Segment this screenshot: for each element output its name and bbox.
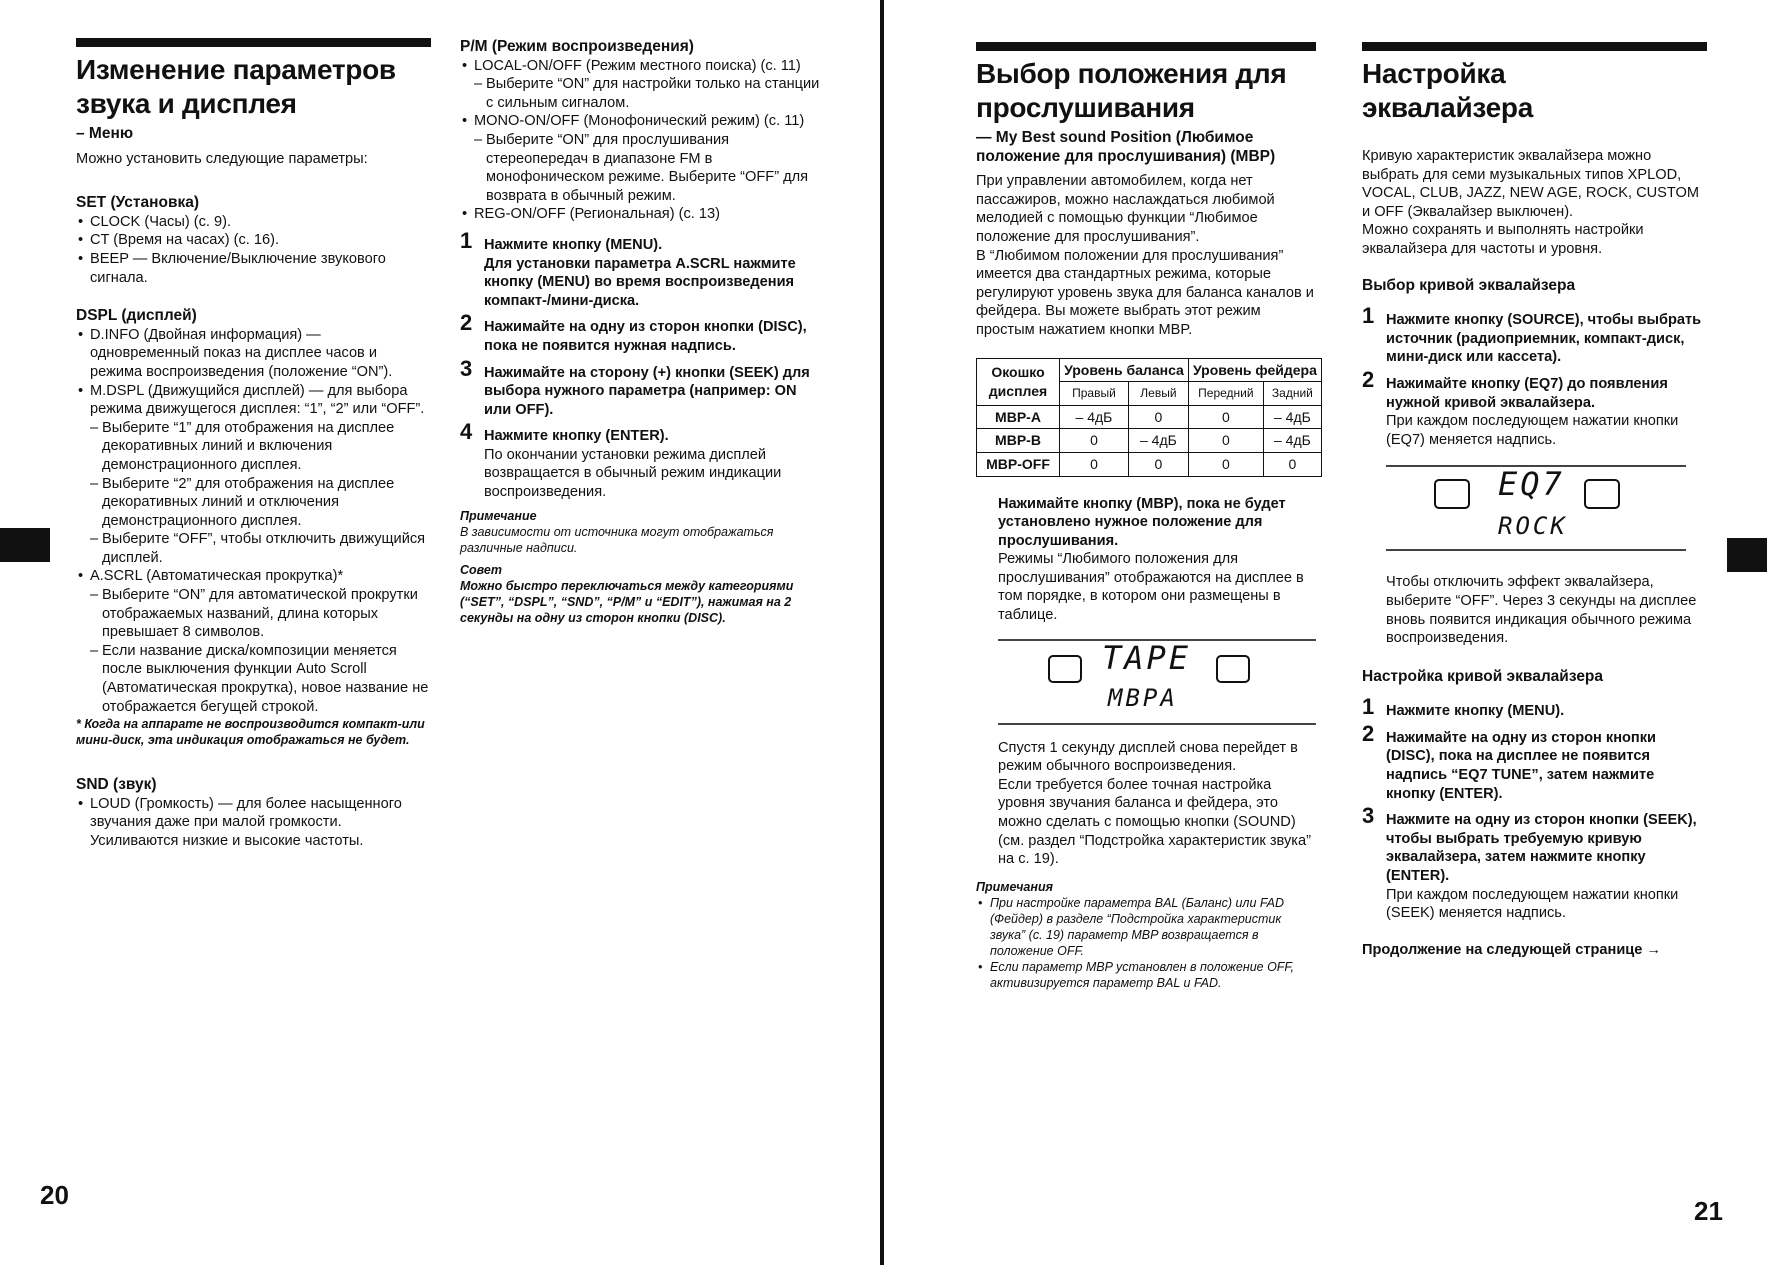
adjust-curve-heading: Настройка кривой эквалайзера (1362, 667, 1604, 685)
step-instruction: Нажимайте кнопку (EQ7) до появления нужной кривой эквалайзера. (1386, 375, 1668, 411)
section-title: Настройка эквалайзера (1362, 58, 1533, 123)
pm-list-3 (460, 205, 822, 224)
step-detail: По окончании установки режима дисплей возвращается в обычный режим индикации воспроизведения. (484, 446, 782, 501)
left-page (0, 0, 880, 1265)
table-header: Уровень фейдера (1188, 358, 1321, 382)
note-title: Примечание (460, 508, 537, 523)
intro-text: Кривую характеристик эквалайзера можно выбрать для семи музыкальных типов XPLOD, VOCAL, CLUB, JAZZ, NEW AGE, ROCK, CUSTOM и OFF (Эквалайзер выключен). (1362, 148, 1700, 220)
mbp-detail: Режимы “Любимого положения для прослушивания” отображаются на дисплее в том порядке, в котором они размещены в таблице. (998, 551, 1304, 624)
list-item: • REG-ON/OFF (Региональная) (с. 13) (460, 205, 822, 224)
intro-text-2: В “Любимом положении для прослушивания” имеется два стандартных режима, которые регулируют уровень звука для баланса каналов и фейдера. Вы можете выбрать этот режим простым нажатием кнопки MBP. (976, 247, 1314, 338)
table-cell: – 4дБ (1128, 429, 1188, 453)
step-1 (1362, 694, 1707, 721)
step-2 (1362, 720, 1707, 803)
table-row (977, 429, 1322, 453)
page-number: 20 (40, 1180, 69, 1210)
set-list (76, 213, 431, 287)
list-item: – Выберите “ON” для автоматической прокрутки отображаемых названий, длина которых превышает 8 символов. (76, 586, 431, 642)
table-cell: – 4дБ (1060, 405, 1129, 429)
after-text: Спустя 1 секунду дисплей снова перейдет в режим обычного воспроизведения. (998, 739, 1298, 775)
pm-sublist (460, 75, 822, 112)
step-number: 4 (460, 419, 473, 445)
step-number: 2 (1362, 720, 1375, 746)
section-subtitle: — My Best sound Position (Любимое положение для прослушивания) (MBP) (976, 129, 1276, 165)
table-cell: 0 (1128, 405, 1188, 429)
table-subheader: Задний (1263, 382, 1321, 406)
step-instruction: Нажмите кнопку (SOURCE), чтобы выбрать источник (радиоприемник, компакт-диск, мини-диск или кассета). (1386, 312, 1702, 366)
step-detail: При каждом последующем нажатии кнопки (EQ7) меняется надпись. (1386, 413, 1679, 448)
step-number: 1 (1362, 303, 1375, 329)
list-item: • A.SCRL (Автоматическая прокрутка)* (76, 567, 431, 586)
step-number: 2 (460, 310, 473, 336)
lcd-mode-text: MBPA (1108, 683, 1178, 712)
dspl-heading: DSPL (дисплей) (76, 307, 197, 325)
table-cell: – 4дБ (1263, 429, 1321, 453)
lcd-curve-text: ROCK (1498, 512, 1568, 541)
snd-list (76, 795, 431, 851)
note-text: В зависимости от источника могут отображаться различные надписи. (460, 524, 774, 555)
pm-heading: P/M (Режим воспроизведения) (460, 38, 694, 55)
table-subheader: Передний (1188, 382, 1263, 406)
list-item: – Выберите “ON” для прослушивания стереопередач в диапазоне FM в монофоническом режиме. Выберите “OFF” для возврата в обычный режим. (460, 131, 822, 205)
list-item: • BEEP — Включение/Выключение звукового сигнала. (76, 250, 431, 287)
footnote: * Когда на аппарате не воспроизводится компакт-или мини-диск, эта индикация отображаться не будет. (76, 717, 425, 748)
table-cell: 0 (1188, 452, 1263, 476)
left-col-1 (76, 38, 431, 851)
step-number: 3 (460, 355, 473, 381)
tip-text: Можно быстро переключаться между категориями (“SET”, “DSPL”, “SND”, “P/M” и “EDIT”), нажимая на 2 секунды на одну из сторон кнопки (DISC). (460, 578, 794, 625)
list-item: • Если параметр MBP установлен в положение OFF, активизируется параметр BAL и FAD. (976, 959, 1316, 991)
step-detail: При каждом последующем нажатии кнопки (SEEK) меняется надпись. (1386, 886, 1679, 922)
list-item: – Выберите “ON” для настройки только на станции с сильным сигналом. (460, 75, 822, 112)
list-item: • LOUD (Громкость) — для более насыщенного звучания даже при малой громкости. Усиливаются низкие и высокие частоты. (76, 795, 431, 851)
section-title: Выбор положения для прослушивания (976, 58, 1287, 123)
intro-text: Можно установить следующие параметры: (76, 150, 368, 167)
table-subheader: Правый (1060, 382, 1129, 406)
mbp-table (976, 358, 1322, 477)
snd-heading: SND (звук) (76, 776, 157, 794)
step-instruction: Нажмите кнопку (ENTER). (484, 428, 669, 445)
step-3 (460, 355, 822, 420)
table-row (977, 405, 1322, 429)
dspl-sublist (76, 419, 431, 568)
lcd-source-text: TAPE (1102, 638, 1192, 677)
speaker-icon (1584, 479, 1620, 509)
table-cell: 0 (1128, 452, 1188, 476)
dspl-list (76, 326, 431, 419)
step-instruction: Нажмите кнопку (MENU). (484, 236, 663, 253)
table-cell: MBP-OFF (977, 452, 1060, 476)
table-cell: 0 (1060, 452, 1129, 476)
page-subtitle: – Меню (76, 125, 134, 142)
step-1 (460, 227, 822, 310)
pm-list-2 (460, 112, 822, 131)
eq-display-illustration (1386, 465, 1686, 551)
intro-text: При управлении автомобилем, когда нет пассажиров, можно наслаждаться любимой мелодией с помощью функции “Любимое положение для прослушивания”. (976, 173, 1275, 245)
step-number: 2 (1362, 366, 1375, 392)
table-cell: MBP-A (977, 405, 1060, 429)
list-item: • D.INFO (Двойная информация) — одновременный показ на дисплее часов и режима воспроизведения (положение “ON”). (76, 326, 431, 382)
step-number: 1 (1362, 694, 1375, 720)
pm-sublist-2 (460, 131, 822, 205)
table-header: Окошко дисплея (977, 358, 1060, 405)
table-cell: MBP-B (977, 429, 1060, 453)
speaker-icon (1216, 655, 1250, 683)
intro-text-2: Можно сохранять и выполнять настройки эквалайзера для частоты и уровня. (1362, 222, 1644, 257)
list-item: – Если название диска/композиции меняется после выключения функции Auto Scroll (Автоматическая прокрутка), новое название не отображается бегущей строкой. (76, 642, 431, 716)
step-1 (1362, 303, 1707, 367)
step-instruction: Нажмите кнопку (MENU). (1386, 703, 1565, 720)
table-cell: 0 (1263, 452, 1321, 476)
step-2 (1362, 366, 1707, 449)
mbp-instruction: Нажимайте кнопку (MBP), пока не будет установлено нужное положение для прослушивания. (998, 495, 1286, 549)
title-rule (76, 38, 431, 47)
notes-title: Примечания (976, 879, 1053, 894)
table-cell: 0 (1060, 429, 1129, 453)
dspl-list-2 (76, 567, 431, 586)
speaker-icon (1434, 479, 1470, 509)
right-col-2 (1362, 42, 1707, 959)
step-number: 1 (460, 227, 473, 253)
notes-list (976, 895, 1316, 991)
step-4 (460, 419, 822, 501)
step-instruction: Нажимайте на сторону (+) кнопки (SEEK) для выбора нужного параметра (например: ON или OFF). (484, 364, 810, 418)
select-curve-heading: Выбор кривой эквалайзера (1362, 276, 1576, 294)
list-item: – Выберите “OFF”, чтобы отключить движущийся дисплей. (76, 530, 431, 567)
page-title: Изменение параметров звука и дисплея (76, 54, 396, 119)
table-row (977, 452, 1322, 476)
step-instruction: Нажимайте на одну из сторон кнопки (DISC), пока не появится нужная надпись. (484, 319, 807, 354)
list-item: • M.DSPL (Движущийся дисплей) — для выбора режима движущегося дисплея: “1”, “2” или “OFF”. (76, 382, 431, 419)
page-number: 21 (1694, 1196, 1723, 1226)
table-subheader: Левый (1128, 382, 1188, 406)
lcd-eq-text: EQ7 (1498, 465, 1565, 504)
step-instruction: Нажмите на одну из сторон кнопки (SEEK), чтобы выбрать требуемую кривую эквалайзера, затем нажмите кнопку (ENTER). (1386, 812, 1697, 885)
step-3 (1362, 803, 1707, 923)
off-text: Чтобы отключить эффект эквалайзера, выберите “OFF”. Через 3 секунды на дисплее вновь появится индикация обычного режима воспроизведения. (1386, 574, 1697, 647)
step-instruction: Нажимайте на одну из сторон кнопки (DISC), пока на дисплее не появится надпись “EQ7 TUNE”, затем нажмите кнопку (ENTER). (1386, 729, 1657, 802)
pm-list (460, 57, 822, 76)
list-item: • CLOCK (Часы) (с. 9). (76, 213, 431, 232)
mbp-display-illustration (998, 639, 1316, 725)
right-col-1 (976, 42, 1316, 991)
section-tab-marker-left (0, 528, 50, 562)
table-cell: 0 (1188, 405, 1263, 429)
list-item: – Выберите “2” для отображения на дисплее декоративных линий и отключения демонстрационного дисплея. (76, 475, 431, 531)
speaker-icon (1048, 655, 1082, 683)
continued-label: Продолжение на следующей странице → (1362, 941, 1662, 958)
after-text-2: Если требуется более точная настройка уровня звучания баланса и фейдера, это можно сделать с помощью кнопки (SOUND) (см. раздел “Подстройка характеристик звука” на с. 19). (998, 776, 1311, 868)
list-item: – Выберите “1” для отображения на дисплее декоративных линий и включения демонстрационного дисплея. (76, 419, 431, 475)
step-2 (460, 310, 822, 355)
set-heading: SET (Установка) (76, 194, 200, 212)
list-item: • MONO-ON/OFF (Монофонический режим) (с. 11) (460, 112, 822, 131)
step-detail: Для установки параметра A.SCRL нажмите кнопку (MENU) во время воспроизведения компакт-/мини-диска. (484, 255, 796, 309)
table-cell: 0 (1188, 429, 1263, 453)
tip-title: Совет (460, 562, 502, 577)
table-cell: – 4дБ (1263, 405, 1321, 429)
title-rule (976, 42, 1316, 51)
scrl-sublist (76, 586, 431, 716)
title-rule (1362, 42, 1707, 51)
list-item: • При настройке параметра BAL (Баланс) или FAD (Фейдер) в разделе “Подстройка характеристик звука” (с. 19) параметр MBP возвращается в положение OFF. (976, 895, 1316, 959)
table-header: Уровень баланса (1060, 358, 1189, 382)
list-item: • CT (Время на часах) (с. 16). (76, 231, 431, 250)
section-tab-marker-right (1727, 538, 1767, 572)
step-number: 3 (1362, 803, 1375, 829)
list-item: • LOCAL-ON/OFF (Режим местного поиска) (с. 11) (460, 57, 822, 76)
right-page (884, 0, 1767, 1265)
left-col-2 (460, 38, 822, 626)
